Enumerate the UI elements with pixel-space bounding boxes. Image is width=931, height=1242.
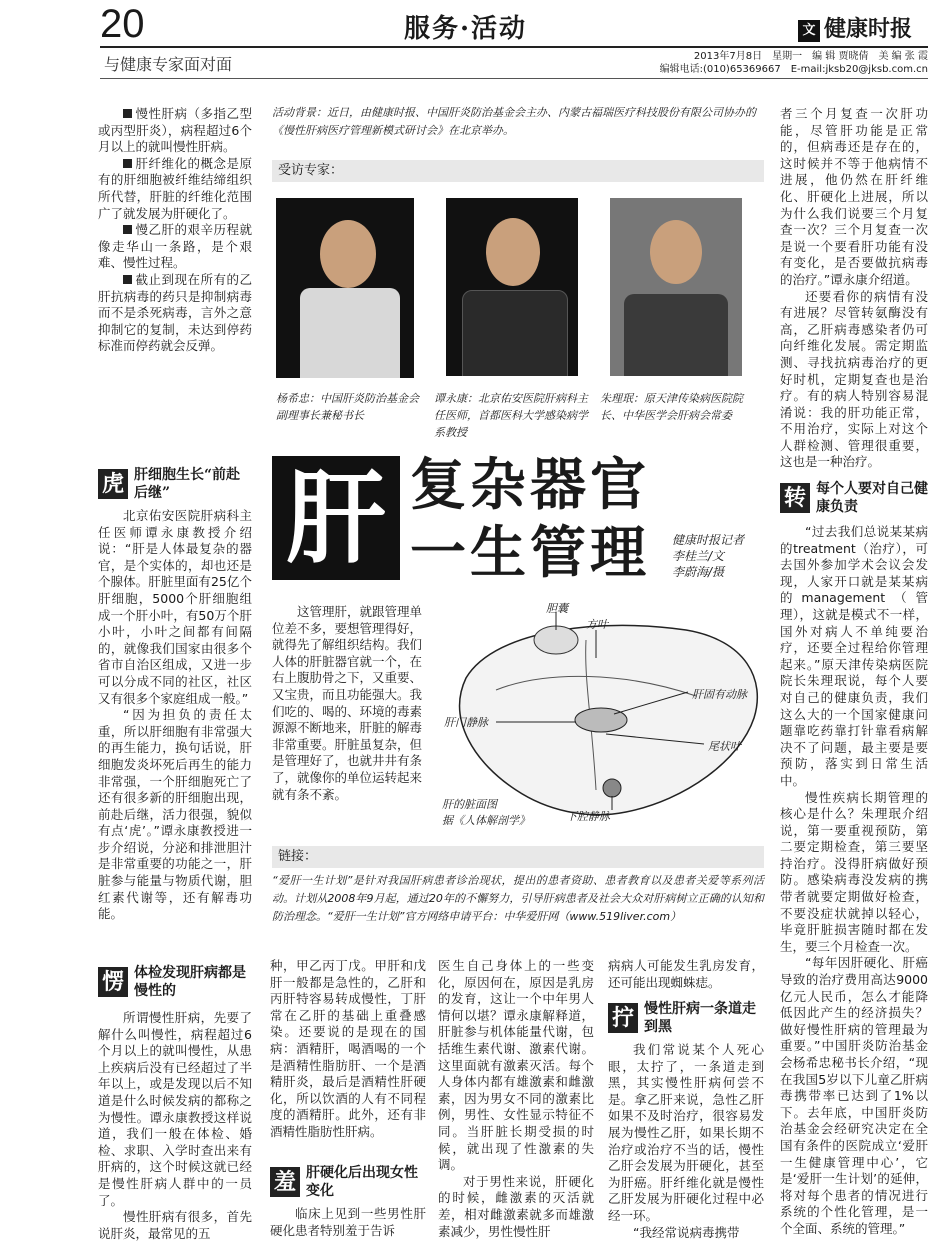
subheading-xiu	[270, 1164, 430, 1200]
expert-caption-tan: 谭永康：北京佑安医院肝病科主任医师，首都医科大学感染病学系教授	[434, 392, 588, 439]
subheading-leng	[98, 964, 254, 1000]
portal-vessels	[575, 708, 627, 732]
left-column-body1	[98, 508, 252, 923]
vena-cava-shape	[603, 779, 621, 797]
expert-photo-yang	[276, 198, 414, 378]
paragraph: 慢性疾病长期管理的核心是什么？朱理珉介绍说，第一要重视预防，第二要定期检查，第三要坚持治疗。没得肝病做好预防。感染病毒没发病的携带者就要定期做好检查，不要没症状就掉以轻心，毕竟肝脏损害随时都在发生，要三个月检查一次。	[780, 789, 928, 954]
heading-text: 肝硬化后出现女性变化	[306, 1165, 418, 1199]
bottom-col1-tail	[270, 1206, 426, 1239]
activity-background: 活动背景：近日，由健康时报、中国肝炎防治基金会主办、内蒙古福瑞医疗科技股份有限公司协办的《慢性肝病医疗管理新模式研讨会》在北京举办。	[272, 106, 756, 137]
paragraph: 北京佑安医院肝病科主任医师谭永康教授介绍说：“肝是人体最复杂的器官，是个实体的，却也还是个腺体。肝脏里面有25亿个肝细胞，5000个肝细胞组成一个肝小叶，有50万个肝小叶，小叶之间都有间隔的，就像我们国家由很多个省市自治区组成，又进一步可以分成不同的社区，社区又有很多个家庭组成一般。”	[98, 508, 252, 706]
byline: 健康时报记者 李桂兰/文 李蔚海/摄	[672, 533, 745, 579]
expert-caption-zhu: 朱理珉：原天津传染病医院院长、中华医学会肝病会常委	[600, 392, 743, 422]
newspaper-logo	[798, 12, 912, 43]
link-text: “爱肝一生计划”是针对我国肝病患者诊治现状，提出的患者资助、患者教育以及患者关爱等系列活动。计划从2008年9月起，通过20年的不懈努力，引导肝病患者及社会大众对肝病树立正确的认知和防治理念。“爱肝一生计划”官方网络申请平台：中华爱肝网（www.519liver.com）	[272, 874, 764, 923]
expert-photo-tan	[446, 198, 578, 376]
left-column	[98, 106, 252, 355]
paragraph: 我们常说某个人死心眼，太拧了，一条道走到黑，其实慢性肝病何尝不是。拿乙肝来说，急性乙肝如果不及时治疗，很容易发展为慢性乙肝，如果长期不治疗或治疗不当的话，慢性乙肝会发展为肝硬化，甚至为肝癌。肝纤维化就是慢性乙肝发展为肝硬化过程中必经一环。	[608, 1042, 764, 1223]
bullet-item: 慢性肝病（多指乙型或丙型肝炎），病程超过6个月以上的就叫慢性肝病。	[98, 106, 252, 155]
label-portal-vein: 肝门静脉	[444, 716, 488, 729]
heading-char: 拧	[608, 1003, 638, 1033]
edition-info: 2013年7月8日 星期一 编 辑 贾晓倩 美 编 张 霞	[693, 51, 928, 62]
label-hepatic-artery: 肝固有动脉	[692, 688, 747, 701]
link-label: 链接：	[272, 846, 764, 868]
title-line2: 一生管理	[410, 520, 650, 586]
section-title: 服务·活动	[403, 14, 528, 44]
bottom-col2	[438, 958, 594, 1240]
figure-source: 据《人体解剖学》	[442, 814, 530, 827]
heading-char: 转	[780, 483, 810, 513]
bottom-col3-body	[608, 1042, 764, 1241]
title-line1: 复杂器官	[410, 452, 650, 518]
right-column-body	[780, 524, 928, 1238]
heading-text: 每个人要对自己健康负责	[816, 481, 928, 515]
label-gallbladder: 胆囊	[546, 602, 568, 615]
paragraph: “每年因肝硬化、肝癌导致的治疗费用高达9000亿元人民币，怎么才能降低因此产生的经济损失？做好慢性肝病的管理最为重要。”中国肝炎防治基金会杨希忠秘书长介绍，“现在我国5岁以下儿童乙肝病毒携带率已达到了1%以下。去年底，中国肝炎防治基金会经研究决定在全国有条件的医院成立‘爱肝一生健康管理中心’，它是‘爱肝一生计划’的延伸，将对每个患者的情况进行系统的个性化管理，是一个全面、系统的管理。”	[780, 955, 928, 1236]
left-column-body2	[98, 1010, 252, 1242]
paragraph: 慢性肝病有很多，首先说肝炎，最常见的五	[98, 1209, 252, 1241]
paragraph: 对于男性来说，肝硬化的时候，雌激素的灭活就差，相对雌激素就多而雄激素减少，男性慢性肝	[438, 1173, 594, 1239]
paragraph: 临床上见到一些男性肝硬化患者特别羞于告诉	[270, 1206, 426, 1238]
heading-char: 虎	[98, 469, 128, 499]
bullet-item: 慢乙肝的艰辛历程就像走华山一条路，是个艰难、慢性过程。	[98, 222, 252, 271]
square-bullet-icon	[123, 275, 132, 284]
heading-char: 羞	[270, 1167, 300, 1197]
paragraph: 还要看你的病情有没有进展？尽管转氨酶没有高，乙肝病毒感染者仍可向纤维化发展。需定期监测、寻找抗病毒治疗的更好时机，定期复查也是治疗。有的病人特别容易混淆说：我的肝功能正常，不用治疗，实际上对这个人群检测、管理很重要，这也是一种治疗。	[780, 288, 928, 470]
label-caudate-lobe: 尾状叶	[708, 740, 741, 753]
paragraph: 者三个月复查一次肝功能，尽管肝功能是正常的，但病毒还是存在的，这时候并不等于他病情不进展，他仍然在肝纤维化、肝硬化上进展，所以为什么我们说要三个月复查一次？三个月复查一次是说一个要看肝功能有没有变化，是否要做抗病毒的治疗。”谭永康介绍道。	[780, 106, 928, 287]
square-bullet-icon	[123, 225, 132, 234]
paragraph: “我经常说病毒携带	[633, 1224, 740, 1240]
paragraph: 医生自己身体上的一些变化，原因何在，原因是乳房的发育，这让一个中年男人情何以堪？谭永康解释道，肝脏参与机体能量代谢，包括维生素代谢、激素代谢。这里面就有激素灭活。每个人身体内都有雄激素和雌激素，因为男女不同的激素比例，男性、女性显示特征不同。当肝脏长期受损的时候，就出现了性激素的失调。	[438, 958, 594, 1173]
title-big-char: 肝	[272, 456, 400, 580]
heading-text: 体检发现肝病都是慢性的	[134, 965, 246, 999]
intro-paragraph: 这管理肝，就跟管理单位差不多，要想管理得好，就得先了解组织结构。我们人体的肝脏器官就一个，在右上腹肋骨之下，又重要、又宝贵，而且功能强大。我们吃的、喝的、环境的毒素源源不断地来，肝脏的解毒非常重要。肝脏虽复杂，但是管理好了，也就井井有条了，就像你的单位运转起来就有条不紊。	[272, 604, 423, 802]
bottom-col3	[608, 958, 764, 991]
sub-rule	[100, 78, 928, 79]
paragraph: 病病人可能发生乳房发育，还可能出现蜘蛛痣。	[608, 958, 764, 990]
paragraph: 种，甲乙丙丁戊。甲肝和戊肝一般都是急性的，乙肝和丙肝特容易转成慢性，丁肝常在乙肝的基础上重叠感染。还要说的是现在的国病：酒精肝，喝酒喝的一个是酒精性脂肪肝、一个是酒精肝炎，最后是酒精性肝硬化，所以饮酒的人有不同程度的酒精肝。此外，还有非酒精性脂肪性肝病。	[270, 958, 426, 1139]
right-column	[780, 106, 928, 471]
subheading-zhuan	[780, 480, 930, 516]
masthead-rule	[100, 46, 928, 48]
paragraph: “过去我们总说某某病的treatment（治疗），可去国外参加学术会议会发现，人家开口就是某某病的management（管理），这就是模式不一样，国外对病人不单纯要治疗，还要全过程给你管理起来。”原天津传染病医院院长朱理珉说，每个人要对自己的健康负责，我们这么大的一个国家健康问题靠吃药靠打针靠看病解决不了问题，最主要是要预防，落实到日常生活中。	[780, 524, 928, 788]
logo-box: 文	[798, 20, 820, 42]
experts-label: 受访专家：	[272, 160, 764, 182]
heading-text: 慢性肝病一条道走到黑	[644, 1001, 756, 1035]
gallbladder-shape	[534, 626, 578, 654]
editor-contact: 编辑电话:(010)65369667 E-mail:jksb20@jksb.com.cn	[659, 64, 928, 75]
sub-section: 与健康专家面对面	[104, 55, 233, 74]
page-number: 20	[100, 2, 145, 46]
paragraph: “因为担负的责任太重，所以肝细胞有非常强大的再生能力，换句话说，肝细胞发炎坏死后再生的能力非常强，一个肝细胞死亡了还有很多新的肝细胞出现，前赴后继，活力很强，貌似有点‘虎’。”谭永康教授进一步介绍说，分泌和排泄胆汁是非常重要的功能之一，肝脏参与能量与物质代谢，胆红素代谢等，还有解毒功能。	[98, 707, 252, 922]
square-bullet-icon	[123, 159, 132, 168]
bottom-col1	[270, 958, 426, 1141]
square-bullet-icon	[123, 109, 132, 118]
bullet-item: 肝纤维化的概念是原有的肝细胞被纤维结缔组织所代替，肝脏的纤维化范围广了就发展为肝硬化了。	[98, 155, 252, 221]
heading-char: 愣	[98, 967, 128, 997]
expert-photo-zhu	[610, 198, 742, 376]
paragraph: 所谓慢性肝病，先要了解什么叫慢性，病程超过6个月以上的就叫慢性，从患上疾病后没有已经超过了半年以上，或是发现以后不知道是什么时候发病的都称之为慢性。谭永康教授这样说道，我们一般在体检、婚检、求职、入学时查出来有肝病的，这个时候这就已经是慢性肝病人群中的一员了。	[98, 1010, 252, 1208]
heading-text: 肝细胞生长“前赴后继”	[134, 467, 241, 501]
logo-text: 健康时报	[824, 16, 913, 42]
subheading-ning	[608, 1000, 768, 1036]
label-vena-cava: 下腔静脉	[566, 810, 610, 823]
expert-caption-yang: 杨希忠：中国肝炎防治基金会副理事长兼秘书长	[276, 392, 419, 422]
bullet-item: 截止到现在所有的乙肝抗病毒的药只是抑制病毒而不是杀死病毒，言外之意抑制它的复制，未达到停药标准而停药就会反弹。	[98, 271, 252, 354]
label-quadrate-lobe: 方叶	[586, 618, 608, 631]
figure-caption: 肝的脏面图	[442, 798, 497, 811]
subheading-hu	[98, 466, 254, 502]
